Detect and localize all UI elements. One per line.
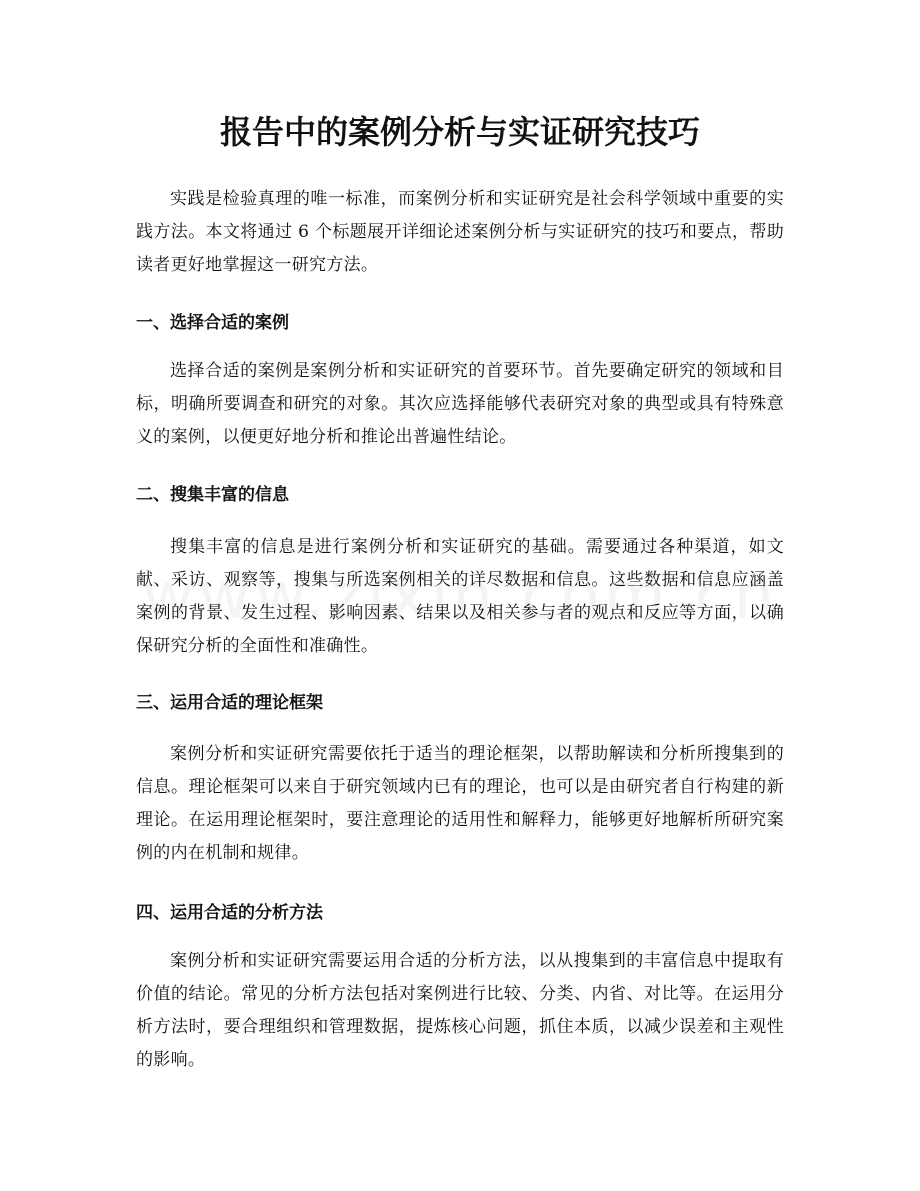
section-body-4: 案例分析和实证研究需要运用合适的分析方法，以从搜集到的丰富信息中提取有价值的结论。常见的分析方法包括对案例进行比较、分类、内省、对比等。在运用分析方法时，要合理组织和管理数据，提炼核心问题，抓住本质，以减少误差和主观性的影响。 [136,951,784,1070]
section-heading-2: 二、搜集丰富的信息 [136,485,289,505]
section-heading-1: 一、选择合适的案例 [136,313,289,333]
intro-paragraph: 实践是检验真理的唯一标准，而案例分析和实证研究是社会科学领域中重要的实践方法。本文将通过 6 个标题展开详细论述案例分析与实证研究的技巧和要点，帮助读者更好地掌握这一研究方法。 [136,189,784,275]
section-heading-3: 三、运用合适的理论框架 [136,693,323,713]
section-body-3: 案例分析和实证研究需要依托于适当的理论框架，以帮助解读和分析所搜集到的信息。理论框架可以来自于研究领域内已有的理论，也可以是由研究者自行构建的新理论。在运用理论框架时，要注意理论的适用性和解释力，能够更好地解析所研究案例的内在机制和规律。 [136,744,784,863]
section-body-2: 搜集丰富的信息是进行案例分析和实证研究的基础。需要通过各种渠道，如文献、采访、观察等，搜集与所选案例相关的详尽数据和信息。这些数据和信息应涵盖案例的背景、发生过程、影响因素、结果以及相关参与者的观点和反应等方面，以确保研究分析的全面性和准确性。 [136,537,784,656]
page-title: 报告中的案例分析与实证研究技巧 [219,113,700,151]
section-heading-4: 四、运用合适的分析方法 [136,903,323,923]
section-body-1: 选择合适的案例是案例分析和实证研究的首要环节。首先要确定研究的领域和目标，明确所要调查和研究的对象。其次应选择能够代表研究对象的典型或具有特殊意义的案例，以便更好地分析和推论出普遍性结论。 [136,361,784,447]
